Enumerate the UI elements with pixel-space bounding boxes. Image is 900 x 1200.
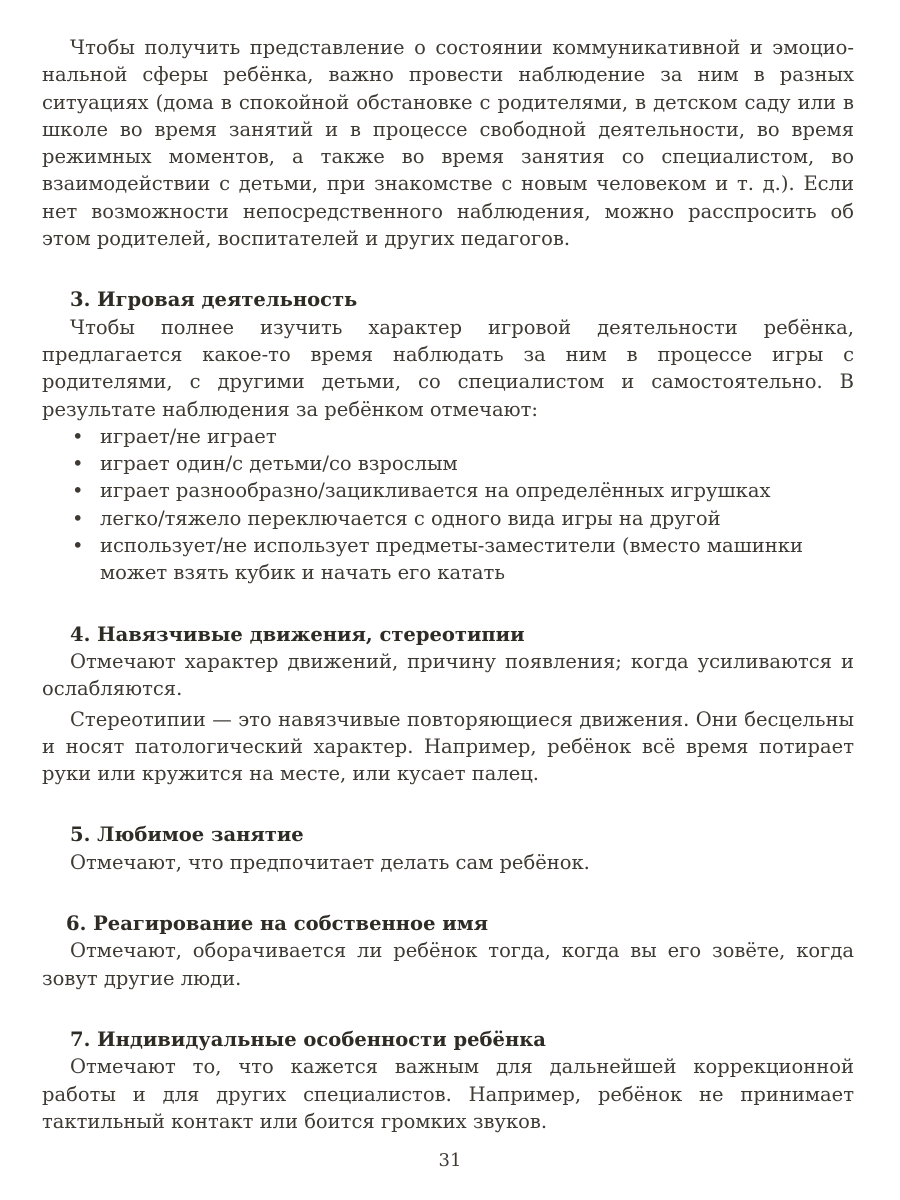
section-paragraph: Отмечают характер движений, причину появления; когда усиливаются и ослабляются. <box>42 649 854 701</box>
bullet-icon: • <box>72 424 84 448</box>
list-item <box>42 532 854 587</box>
section-individual-features <box>42 1026 854 1135</box>
section-paragraph: Отмечают, оборачивается ли ребёнок тогда, когда вы его зовёте, когда зовут другие люди. <box>42 939 854 990</box>
observation-list <box>42 423 854 587</box>
section-paragraph: Чтобы полнее изучить характер игровой деятельности ребёнка, предлагается какое-то время наблюдать за ним в процессе игры с родителями, с другими детьми, со специалистом и самостоятельно. В результате наблюдения за ребёнком отмечают: <box>42 315 854 421</box>
page-number: 31 <box>438 1150 462 1171</box>
list-item <box>42 477 854 504</box>
section-title: 4. Навязчивые движения, стереотипии <box>70 622 525 646</box>
list-item <box>42 505 854 532</box>
list-item-text: играет/не играет <box>100 424 277 448</box>
section-title: 3. Игровая деятельность <box>70 288 358 312</box>
section-name-response <box>42 910 854 992</box>
section-paragraph: Стереотипии — это навязчивые повторяющиеся движения. Они бесцельны и носят патологический характер. Например, ребёнок всё время потирает руки или кружится на месте, или кусает палец. <box>42 707 854 786</box>
section-title: 5. Любимое занятие <box>70 823 304 847</box>
intro-paragraph: Чтобы получить представление о состоянии коммуникативной и эмоциональной сферы ребёнка, важно провести наблюдение за ним в разных ситуациях (дома в спокойной обстановке с родителями, в детском саду или в школе во время занятий и в процессе свободной деятельности, во время режимных моментов, а также во время занятия со специалистом, во взаимодействии с детьми, при знакомстве с новым человеком и т. д.). Если нет возможности непосредственного наблюдения, можно расспросить об этом родителей, воспитателей и других педагогов. <box>42 36 854 251</box>
bullet-icon: • <box>72 506 84 530</box>
list-item <box>42 450 854 477</box>
section-paragraph: Отмечают то, что кажется важным для дальнейшей коррекционной работы и для других специалистов. Например, ребёнок не принимает тактильный контакт или боится громких звуков. <box>42 1055 854 1133</box>
section-paragraph: Отмечают, что предпочитает делать сам ребёнок. <box>70 850 590 874</box>
bullet-icon: • <box>72 534 84 558</box>
section-title: 6. Реагирование на собственное имя <box>66 912 489 936</box>
list-item-text: играет один/с детьми/со взрослым <box>100 452 458 476</box>
list-item-text: использует/не использует предметы-заместители (вместо машинки может взять кубик и начать его катать <box>100 534 803 585</box>
section-title: 7. Индивидуальные особенности ребёнка <box>70 1027 546 1051</box>
list-item-text: играет разнообразно/зацикливается на определённых игрушках <box>100 479 771 503</box>
list-item <box>42 423 854 450</box>
section-game-activity <box>42 286 854 586</box>
section-favorite-activity <box>42 821 854 876</box>
bullet-icon: • <box>72 479 84 503</box>
section-stereotypies <box>42 621 854 788</box>
bullet-icon: • <box>72 452 84 476</box>
list-item-text: легко/тяжело переключается с одного вида игры на другой <box>100 506 721 530</box>
